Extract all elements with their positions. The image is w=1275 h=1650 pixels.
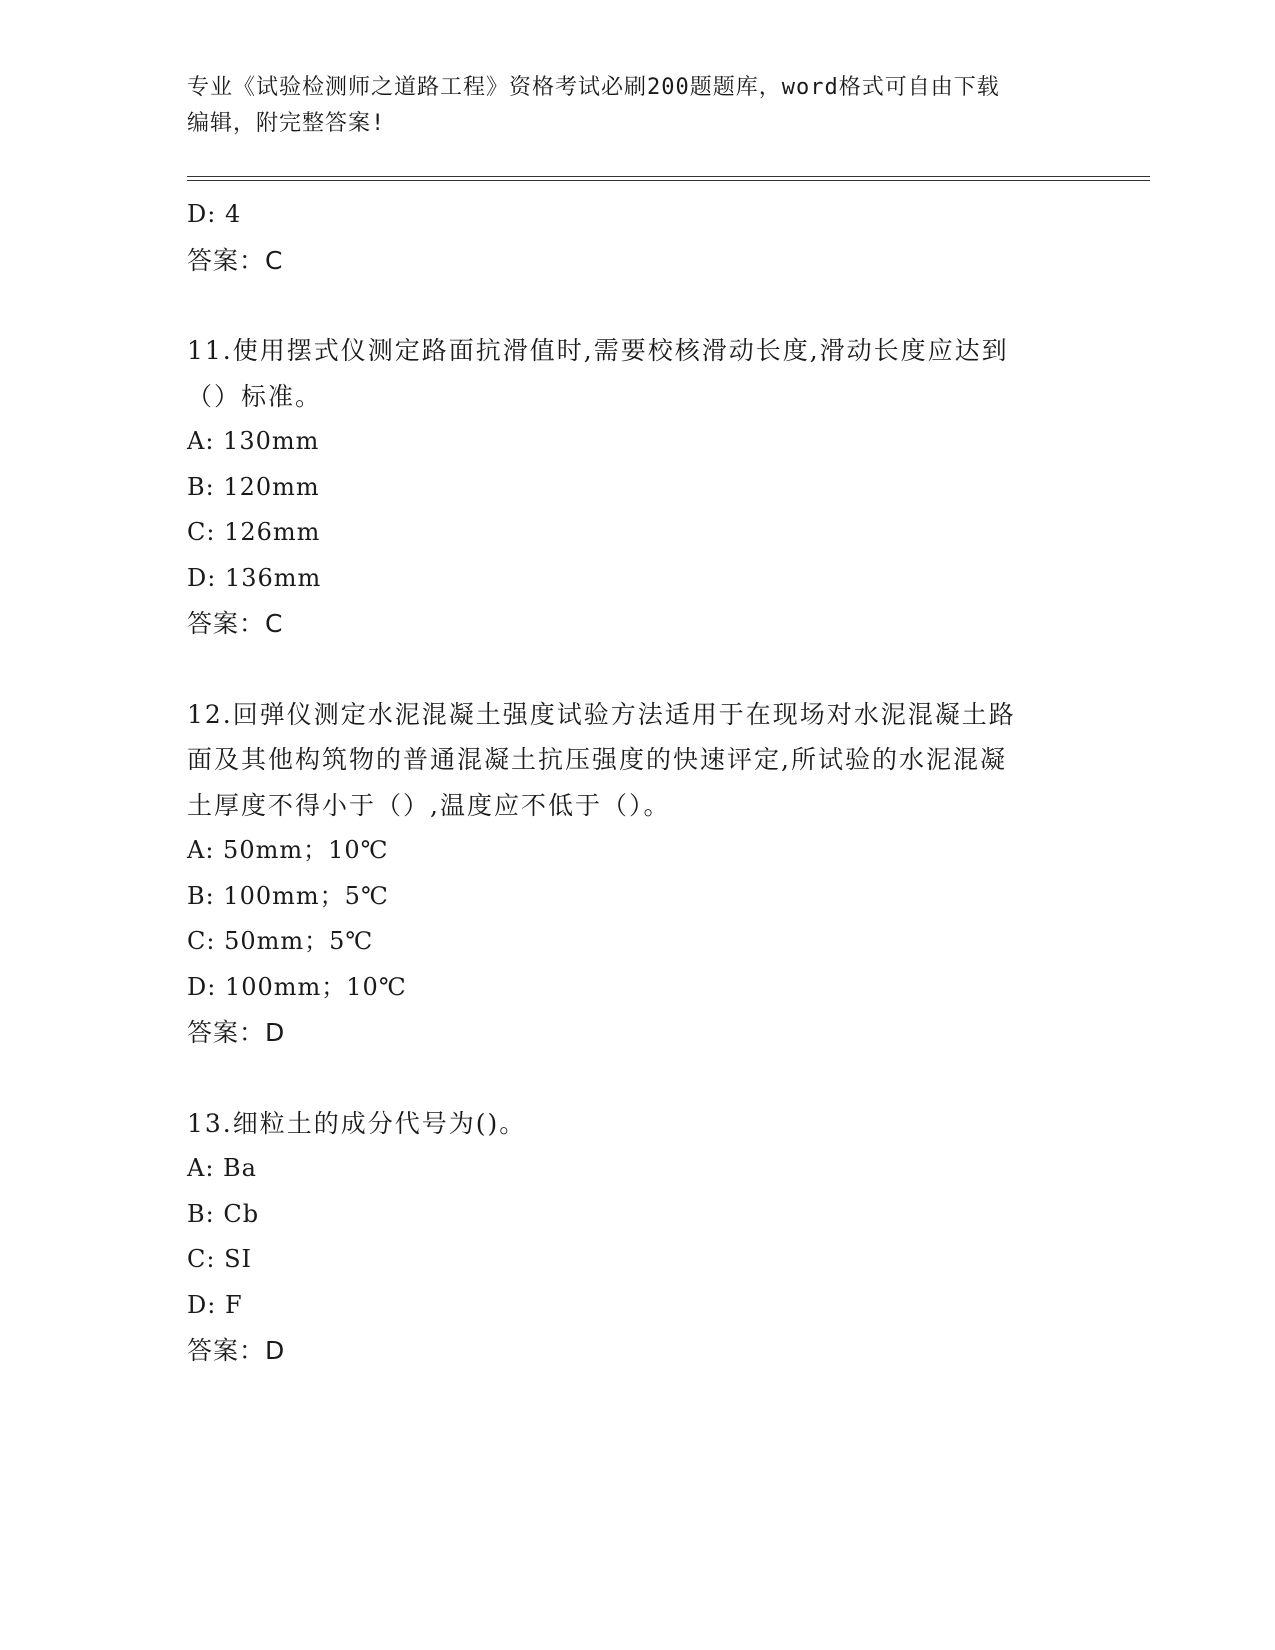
answer-line: 答案：D: [187, 1018, 286, 1047]
header-divider-bottom: [187, 180, 1150, 181]
answer-line: 答案：C: [187, 609, 284, 638]
document-header: [187, 70, 1067, 142]
answer-line: 答案：D: [187, 1336, 286, 1365]
question-text: [187, 1101, 1067, 1147]
question-text-line: 13.细粒土的成分代号为()。: [187, 1108, 527, 1138]
header-divider-top: [187, 176, 1150, 177]
previous-question-fragment: [187, 192, 1087, 283]
question-text: [187, 328, 1067, 419]
question-text-line: （）标准。: [187, 381, 323, 411]
document-body: [187, 192, 1087, 1374]
option-d: D: 136mm: [187, 563, 322, 592]
option-c: C: 126mm: [187, 518, 321, 546]
question-text-line: 12.回弹仪测定水泥混凝土强度试验方法适用于在现场对水泥混凝土路: [187, 699, 1016, 729]
option-a: A: Ba: [187, 1154, 257, 1182]
answer-line: 答案：C: [187, 245, 284, 275]
option-d: D: 100mm；10℃: [187, 972, 407, 1001]
option-c: C: SI: [187, 1245, 252, 1273]
option-c: C: 50mm；5℃: [187, 927, 374, 955]
question-12: [187, 692, 1087, 1056]
question-13: [187, 1101, 1087, 1374]
question-text-line: 面及其他构筑物的普通混凝土抗压强度的快速评定,所试验的水泥混凝: [187, 745, 1007, 774]
option-a: A: 50mm；10℃: [187, 836, 389, 864]
option-d: D: 4: [187, 200, 242, 228]
option-b: B: 100mm；5℃: [187, 881, 389, 910]
header-title-line-1: 专业《试验检测师之道路工程》资格考试必刷200题题库，word格式可自由下载: [187, 75, 1000, 100]
option-b: B: 120mm: [187, 472, 320, 501]
question-text-line: 土厚度不得小于（）,温度应不低于（）。: [187, 790, 671, 820]
question-11: [187, 328, 1087, 647]
header-title-line-2: 编辑，附完整答案!: [187, 111, 386, 136]
question-text-line: 11.使用摆式仪测定路面抗滑值时,需要校核滑动长度,滑动长度应达到: [187, 336, 1009, 365]
option-a: A: 130mm: [187, 427, 320, 455]
option-d: D: F: [187, 1290, 243, 1319]
option-b: B: Cb: [187, 1199, 260, 1228]
question-text: [187, 692, 1067, 829]
